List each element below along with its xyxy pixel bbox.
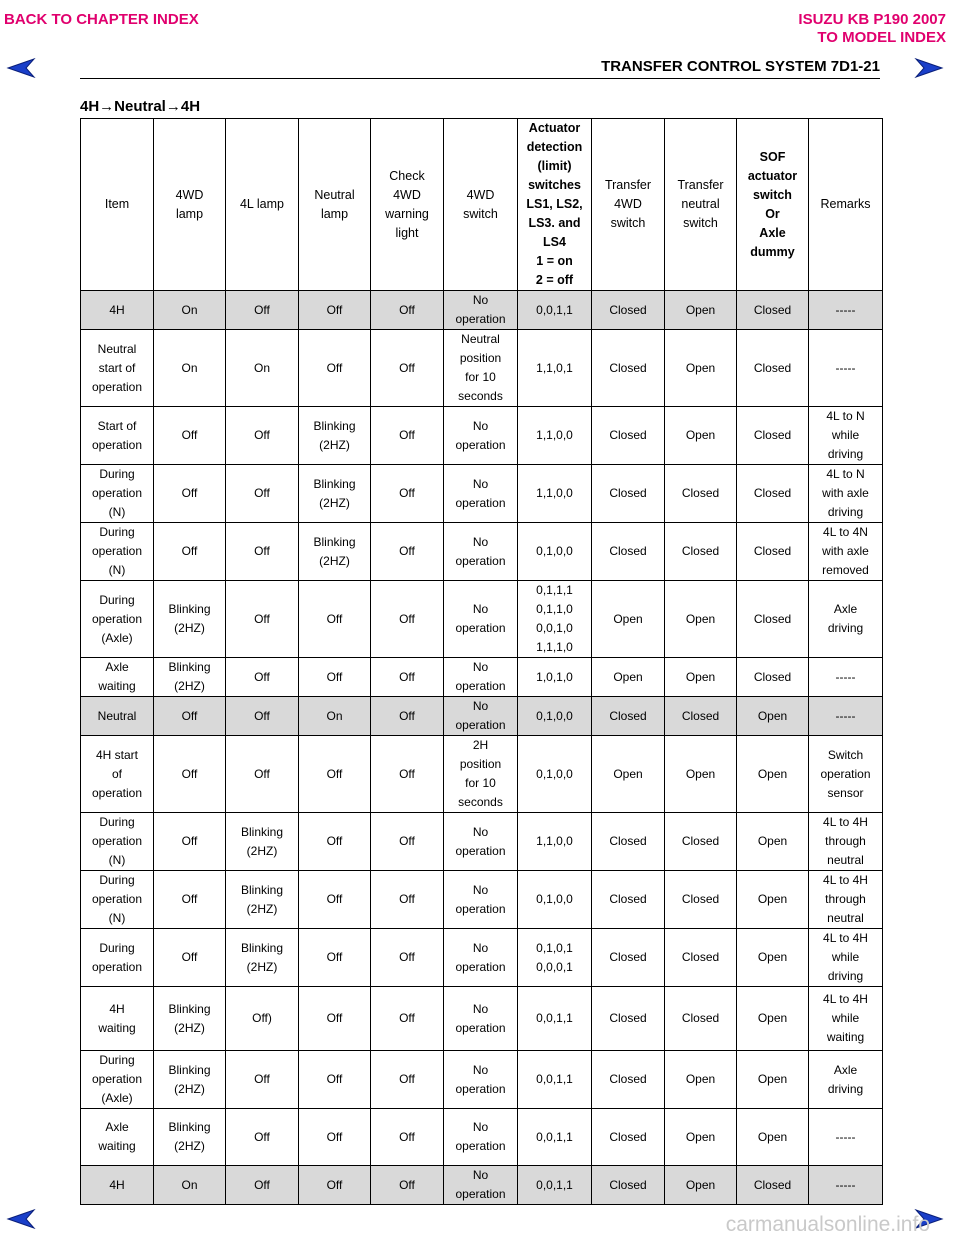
cell-transfer-4wd-switch: Closed — [592, 1166, 665, 1205]
cell-remarks: ----- — [809, 1166, 883, 1205]
cell-actuator-detection-switches: 1,1,0,0 — [518, 407, 592, 465]
cell-transfer-neutral-switch: Closed — [665, 813, 737, 871]
cell-transfer-neutral-switch: Open — [665, 658, 737, 697]
cell-neutral-lamp: Off — [299, 1109, 371, 1166]
cell-transfer-4wd-switch: Closed — [592, 697, 665, 736]
cell-check-4wd-warning-light: Off — [371, 407, 444, 465]
cell-actuator-detection-switches: 0,0,1,1 — [518, 1109, 592, 1166]
cell-remarks: ----- — [809, 330, 883, 407]
column-header-4wd-lamp: 4WD lamp — [154, 119, 226, 291]
cell-neutral-lamp: Off — [299, 871, 371, 929]
cell-item: Axle waiting — [81, 1109, 154, 1166]
cell-4wd-lamp: Off — [154, 929, 226, 987]
cell-check-4wd-warning-light: Off — [371, 658, 444, 697]
cell-4wd-lamp: Off — [154, 697, 226, 736]
column-header-transfer-4wd-switch: Transfer 4WD switch — [592, 119, 665, 291]
cell-4l-lamp: Off — [226, 407, 299, 465]
cell-4l-lamp: Off) — [226, 987, 299, 1051]
cell-remarks: 4L to 4H while driving — [809, 929, 883, 987]
cell-check-4wd-warning-light: Off — [371, 1166, 444, 1205]
cell-remarks: 4L to 4N with axle removed — [809, 523, 883, 581]
table-row — [81, 697, 883, 736]
cell-neutral-lamp: Off — [299, 658, 371, 697]
cell-neutral-lamp: Blinking (2HZ) — [299, 465, 371, 523]
cell-sof-actuator-switch: Open — [737, 929, 809, 987]
table-body — [81, 291, 883, 1205]
cell-item: During operation (N) — [81, 871, 154, 929]
cell-item: During operation (Axle) — [81, 581, 154, 658]
cell-actuator-detection-switches: 1,0,1,0 — [518, 658, 592, 697]
cell-check-4wd-warning-light: Off — [371, 1109, 444, 1166]
cell-4wd-lamp: On — [154, 291, 226, 330]
column-header-remarks: Remarks — [809, 119, 883, 291]
cell-4l-lamp: Off — [226, 465, 299, 523]
header-divider — [80, 78, 880, 79]
cell-transfer-4wd-switch: Open — [592, 736, 665, 813]
cell-transfer-4wd-switch: Open — [592, 658, 665, 697]
cell-transfer-4wd-switch: Closed — [592, 523, 665, 581]
cell-item: Neutral — [81, 697, 154, 736]
table-row — [81, 1051, 883, 1109]
cell-sof-actuator-switch: Closed — [737, 291, 809, 330]
cell-actuator-detection-switches: 0,1,0,0 — [518, 697, 592, 736]
cell-4wd-lamp: Blinking (2HZ) — [154, 1051, 226, 1109]
cell-transfer-4wd-switch: Open — [592, 581, 665, 658]
cell-4l-lamp: Off — [226, 697, 299, 736]
cell-actuator-detection-switches: 1,1,0,0 — [518, 813, 592, 871]
cell-4l-lamp: Off — [226, 523, 299, 581]
cell-4wd-lamp: On — [154, 1166, 226, 1205]
cell-neutral-lamp: Off — [299, 291, 371, 330]
cell-transfer-4wd-switch: Closed — [592, 1051, 665, 1109]
cell-4wd-lamp: Blinking (2HZ) — [154, 581, 226, 658]
previous-page-arrow-icon[interactable] — [6, 1208, 36, 1230]
cell-transfer-4wd-switch: Closed — [592, 871, 665, 929]
cell-sof-actuator-switch: Open — [737, 697, 809, 736]
cell-transfer-neutral-switch: Open — [665, 1166, 737, 1205]
cell-check-4wd-warning-light: Off — [371, 1051, 444, 1109]
table-row — [81, 581, 883, 658]
cell-item: During operation (N) — [81, 465, 154, 523]
cell-remarks: ----- — [809, 1109, 883, 1166]
cell-transfer-neutral-switch: Closed — [665, 987, 737, 1051]
table-row — [81, 1166, 883, 1205]
cell-actuator-detection-switches: 0,0,1,1 — [518, 1051, 592, 1109]
cell-4wd-switch: 2H position for 10 seconds — [444, 736, 518, 813]
cell-check-4wd-warning-light: Off — [371, 697, 444, 736]
cell-actuator-detection-switches: 0,1,1,1 0,1,1,0 0,0,1,0 1,1,1,0 — [518, 581, 592, 658]
cell-4wd-lamp: Off — [154, 523, 226, 581]
cell-transfer-4wd-switch: Closed — [592, 330, 665, 407]
cell-4wd-lamp: Off — [154, 736, 226, 813]
cell-check-4wd-warning-light: Off — [371, 929, 444, 987]
cell-actuator-detection-switches: 0,0,1,1 — [518, 987, 592, 1051]
to-model-index-link[interactable]: TO MODEL INDEX — [817, 29, 946, 46]
table-row — [81, 291, 883, 330]
cell-4wd-lamp: Off — [154, 871, 226, 929]
page-header-title: TRANSFER CONTROL SYSTEM 7D1-21 — [601, 58, 880, 75]
table-row — [81, 813, 883, 871]
cell-transfer-4wd-switch: Closed — [592, 813, 665, 871]
watermark: carmanualsonline.info — [725, 1213, 930, 1236]
table-row — [81, 330, 883, 407]
section-title: 4H→Neutral→4H — [80, 98, 201, 115]
column-header-neutral-lamp: Neutral lamp — [299, 119, 371, 291]
cell-item: Neutral start of operation — [81, 330, 154, 407]
column-header-sof-actuator-switch: SOF actuator switch Or Axle dummy — [737, 119, 809, 291]
cell-transfer-4wd-switch: Closed — [592, 987, 665, 1051]
column-header-item: Item — [81, 119, 154, 291]
cell-4l-lamp: Blinking (2HZ) — [226, 929, 299, 987]
cell-sof-actuator-switch: Closed — [737, 581, 809, 658]
cell-neutral-lamp: Off — [299, 736, 371, 813]
column-header-4wd-switch: 4WD switch — [444, 119, 518, 291]
cell-4wd-lamp: Off — [154, 465, 226, 523]
cell-sof-actuator-switch: Open — [737, 987, 809, 1051]
cell-4wd-lamp: Off — [154, 407, 226, 465]
cell-actuator-detection-switches: 0,1,0,1 0,0,0,1 — [518, 929, 592, 987]
cell-check-4wd-warning-light: Off — [371, 813, 444, 871]
cell-remarks: ----- — [809, 697, 883, 736]
cell-neutral-lamp: Off — [299, 813, 371, 871]
cell-4wd-switch: Neutral position for 10 seconds — [444, 330, 518, 407]
cell-remarks: ----- — [809, 291, 883, 330]
cell-neutral-lamp: Off — [299, 581, 371, 658]
cell-4l-lamp: Blinking (2HZ) — [226, 871, 299, 929]
next-page-arrow-icon[interactable] — [914, 57, 944, 79]
cell-remarks: 4L to N with axle driving — [809, 465, 883, 523]
cell-actuator-detection-switches: 0,1,0,0 — [518, 871, 592, 929]
table-row — [81, 465, 883, 523]
cell-4wd-switch: No operation — [444, 813, 518, 871]
cell-item: During operation (Axle) — [81, 1051, 154, 1109]
cell-sof-actuator-switch: Open — [737, 813, 809, 871]
cell-neutral-lamp: Off — [299, 330, 371, 407]
cell-4wd-lamp: Off — [154, 813, 226, 871]
table-row — [81, 871, 883, 929]
back-to-chapter-index-link[interactable]: BACK TO CHAPTER INDEX — [4, 11, 199, 28]
cell-remarks: Axle driving — [809, 1051, 883, 1109]
table-row — [81, 929, 883, 987]
cell-sof-actuator-switch: Open — [737, 736, 809, 813]
cell-4l-lamp: Off — [226, 1051, 299, 1109]
cell-4wd-switch: No operation — [444, 871, 518, 929]
cell-item: 4H start of operation — [81, 736, 154, 813]
cell-item: During operation (N) — [81, 813, 154, 871]
cell-4wd-switch: No operation — [444, 291, 518, 330]
cell-check-4wd-warning-light: Off — [371, 581, 444, 658]
cell-actuator-detection-switches: 0,0,1,1 — [518, 1166, 592, 1205]
cell-4wd-switch: No operation — [444, 523, 518, 581]
table-header-row — [81, 119, 883, 291]
column-header-actuator-detection-switches: Actuator detection (limit) switches LS1, LS2, LS3. and LS4 1 = on 2 = off — [518, 119, 592, 291]
cell-check-4wd-warning-light: Off — [371, 871, 444, 929]
cell-item: During operation (N) — [81, 523, 154, 581]
transfer-control-table-container — [80, 118, 882, 1205]
cell-4l-lamp: Blinking (2HZ) — [226, 813, 299, 871]
cell-transfer-neutral-switch: Closed — [665, 465, 737, 523]
cell-actuator-detection-switches: 0,1,0,0 — [518, 523, 592, 581]
table-row — [81, 987, 883, 1051]
cell-4wd-switch: No operation — [444, 658, 518, 697]
cell-4wd-lamp: Blinking (2HZ) — [154, 658, 226, 697]
cell-remarks: Switch operation sensor — [809, 736, 883, 813]
cell-check-4wd-warning-light: Off — [371, 736, 444, 813]
cell-4l-lamp: Off — [226, 658, 299, 697]
cell-sof-actuator-switch: Closed — [737, 465, 809, 523]
cell-remarks: 4L to N while driving — [809, 407, 883, 465]
cell-item: 4H — [81, 1166, 154, 1205]
cell-transfer-4wd-switch: Closed — [592, 465, 665, 523]
cell-transfer-neutral-switch: Open — [665, 1051, 737, 1109]
table-row — [81, 1109, 883, 1166]
cell-sof-actuator-switch: Open — [737, 871, 809, 929]
cell-actuator-detection-switches: 0,1,0,0 — [518, 736, 592, 813]
table-row — [81, 407, 883, 465]
cell-neutral-lamp: Blinking (2HZ) — [299, 523, 371, 581]
cell-remarks: 4L to 4H through neutral — [809, 871, 883, 929]
model-title-link[interactable]: ISUZU KB P190 2007 — [798, 11, 946, 28]
cell-4l-lamp: Off — [226, 581, 299, 658]
cell-transfer-4wd-switch: Closed — [592, 291, 665, 330]
cell-check-4wd-warning-light: Off — [371, 523, 444, 581]
column-header-4l-lamp: 4L lamp — [226, 119, 299, 291]
cell-actuator-detection-switches: 1,1,0,0 — [518, 465, 592, 523]
cell-transfer-neutral-switch: Open — [665, 736, 737, 813]
cell-4l-lamp: Off — [226, 1109, 299, 1166]
cell-neutral-lamp: Off — [299, 1166, 371, 1205]
cell-transfer-neutral-switch: Open — [665, 330, 737, 407]
cell-transfer-neutral-switch: Open — [665, 407, 737, 465]
cell-remarks: 4L to 4H through neutral — [809, 813, 883, 871]
cell-4l-lamp: Off — [226, 736, 299, 813]
cell-sof-actuator-switch: Open — [737, 1051, 809, 1109]
table-row — [81, 736, 883, 813]
cell-item: 4H waiting — [81, 987, 154, 1051]
cell-transfer-neutral-switch: Closed — [665, 523, 737, 581]
column-header-transfer-neutral-switch: Transfer neutral switch — [665, 119, 737, 291]
cell-4wd-switch: No operation — [444, 1166, 518, 1205]
cell-4wd-switch: No operation — [444, 987, 518, 1051]
cell-neutral-lamp: Blinking (2HZ) — [299, 407, 371, 465]
cell-sof-actuator-switch: Closed — [737, 523, 809, 581]
cell-4l-lamp: On — [226, 330, 299, 407]
cell-remarks: 4L to 4H while waiting — [809, 987, 883, 1051]
cell-actuator-detection-switches: 0,0,1,1 — [518, 291, 592, 330]
cell-4wd-switch: No operation — [444, 407, 518, 465]
cell-transfer-4wd-switch: Closed — [592, 929, 665, 987]
cell-transfer-neutral-switch: Open — [665, 291, 737, 330]
cell-check-4wd-warning-light: Off — [371, 465, 444, 523]
cell-transfer-neutral-switch: Closed — [665, 871, 737, 929]
cell-neutral-lamp: Off — [299, 1051, 371, 1109]
cell-actuator-detection-switches: 1,1,0,1 — [518, 330, 592, 407]
cell-item: 4H — [81, 291, 154, 330]
cell-4wd-lamp: Blinking (2HZ) — [154, 1109, 226, 1166]
cell-4wd-switch: No operation — [444, 1051, 518, 1109]
cell-neutral-lamp: Off — [299, 929, 371, 987]
cell-4wd-switch: No operation — [444, 465, 518, 523]
cell-transfer-neutral-switch: Open — [665, 1109, 737, 1166]
cell-neutral-lamp: On — [299, 697, 371, 736]
column-header-check-4wd-warning-light: Check 4WD warning light — [371, 119, 444, 291]
cell-sof-actuator-switch: Closed — [737, 658, 809, 697]
cell-sof-actuator-switch: Closed — [737, 407, 809, 465]
cell-item: Start of operation — [81, 407, 154, 465]
cell-transfer-neutral-switch: Closed — [665, 929, 737, 987]
cell-4l-lamp: Off — [226, 291, 299, 330]
cell-transfer-neutral-switch: Closed — [665, 697, 737, 736]
cell-check-4wd-warning-light: Off — [371, 330, 444, 407]
cell-4wd-lamp: On — [154, 330, 226, 407]
table-row — [81, 658, 883, 697]
cell-sof-actuator-switch: Closed — [737, 1166, 809, 1205]
cell-check-4wd-warning-light: Off — [371, 291, 444, 330]
cell-4l-lamp: Off — [226, 1166, 299, 1205]
cell-item: During operation — [81, 929, 154, 987]
cell-sof-actuator-switch: Open — [737, 1109, 809, 1166]
cell-4wd-switch: No operation — [444, 697, 518, 736]
cell-transfer-4wd-switch: Closed — [592, 1109, 665, 1166]
cell-neutral-lamp: Off — [299, 987, 371, 1051]
cell-4wd-switch: No operation — [444, 581, 518, 658]
cell-remarks: Axle driving — [809, 581, 883, 658]
cell-remarks: ----- — [809, 658, 883, 697]
cell-item: Axle waiting — [81, 658, 154, 697]
cell-sof-actuator-switch: Closed — [737, 330, 809, 407]
previous-page-arrow-icon[interactable] — [6, 57, 36, 79]
transfer-control-table — [80, 118, 883, 1205]
table-row — [81, 523, 883, 581]
cell-transfer-4wd-switch: Closed — [592, 407, 665, 465]
cell-4wd-lamp: Blinking (2HZ) — [154, 987, 226, 1051]
cell-transfer-neutral-switch: Open — [665, 581, 737, 658]
cell-check-4wd-warning-light: Off — [371, 987, 444, 1051]
cell-4wd-switch: No operation — [444, 929, 518, 987]
cell-4wd-switch: No operation — [444, 1109, 518, 1166]
